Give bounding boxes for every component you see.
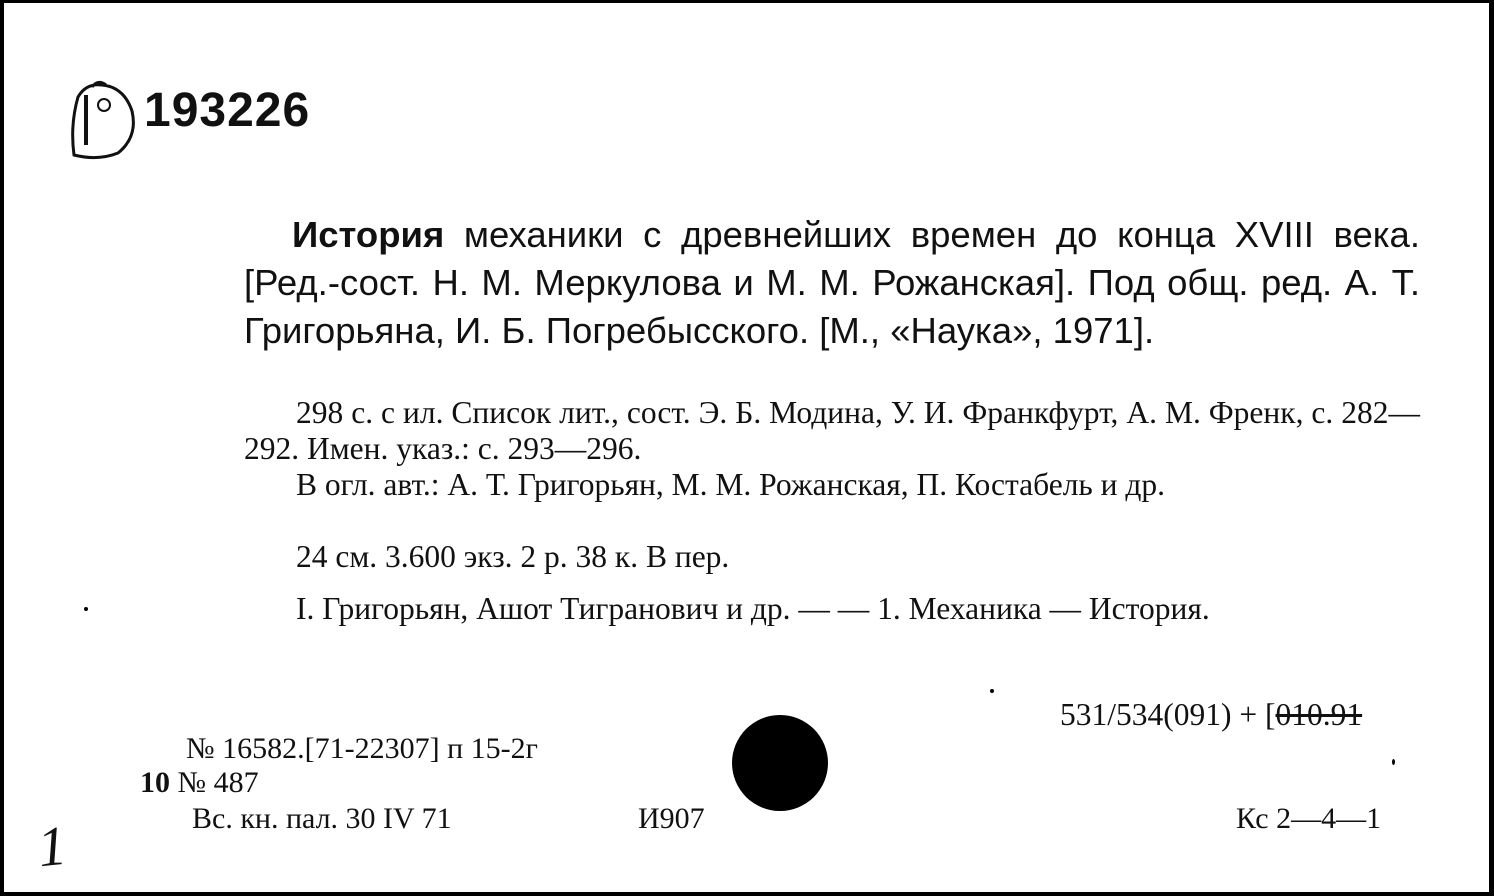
note-tracings: I. Григорьян, Ашот Тигранович и др. — — 1. Механика — История. [296, 591, 1210, 626]
order-number-line: № 16582.[71-22307] п 15-2г [186, 732, 538, 765]
copies-line [140, 765, 259, 801]
udc-struck-out: 010.91 [1275, 697, 1363, 732]
dust-speck [84, 607, 88, 611]
bibliographic-entry [244, 211, 1420, 355]
note-format-price: 24 см. 3.600 экз. 2 р. 38 к. В пер. [296, 539, 730, 574]
entry-title-description: механики с древнейших времен до конца XVIII века. [Ред.-сост. Н. М. Меркулова и М. М. Рожанская]. Под общ. ред. А. Т. Григорьяна, И. Б. Погребысского. [М., «Наука», 1971]. [244, 214, 1420, 351]
copies-number: № 487 [177, 766, 259, 799]
entry-heading-word: История [292, 214, 445, 255]
dust-speck [1392, 759, 1395, 765]
udc-classification [1060, 697, 1362, 733]
book-chamber-line: Вс. кн. пал. 30 IV 71 [192, 802, 452, 835]
note-pages-bibliography: 298 с. с ил. Список лит., сост. Э. Б. Модина, У. И. Франкфурт, А. М. Френк, с. 282—292. Имен. указ.: с. 293—296. [244, 395, 1420, 466]
library-stamp-icon [68, 75, 138, 161]
punch-hole [732, 715, 828, 811]
dust-speck [990, 689, 994, 693]
kc-code: Кс 2—4—1 [1236, 802, 1382, 835]
book-chamber-code: И907 [638, 802, 705, 835]
call-number: 193226 [144, 84, 311, 137]
copies-prefix: 10 [140, 766, 170, 799]
udc-main: 531/534(091) + [ [1060, 697, 1276, 732]
handwritten-corner-mark: 1 [34, 814, 70, 880]
note-authors: В огл. авт.: А. Т. Григорьян, М. М. Рожанская, П. Костабель и др. [296, 467, 1166, 502]
